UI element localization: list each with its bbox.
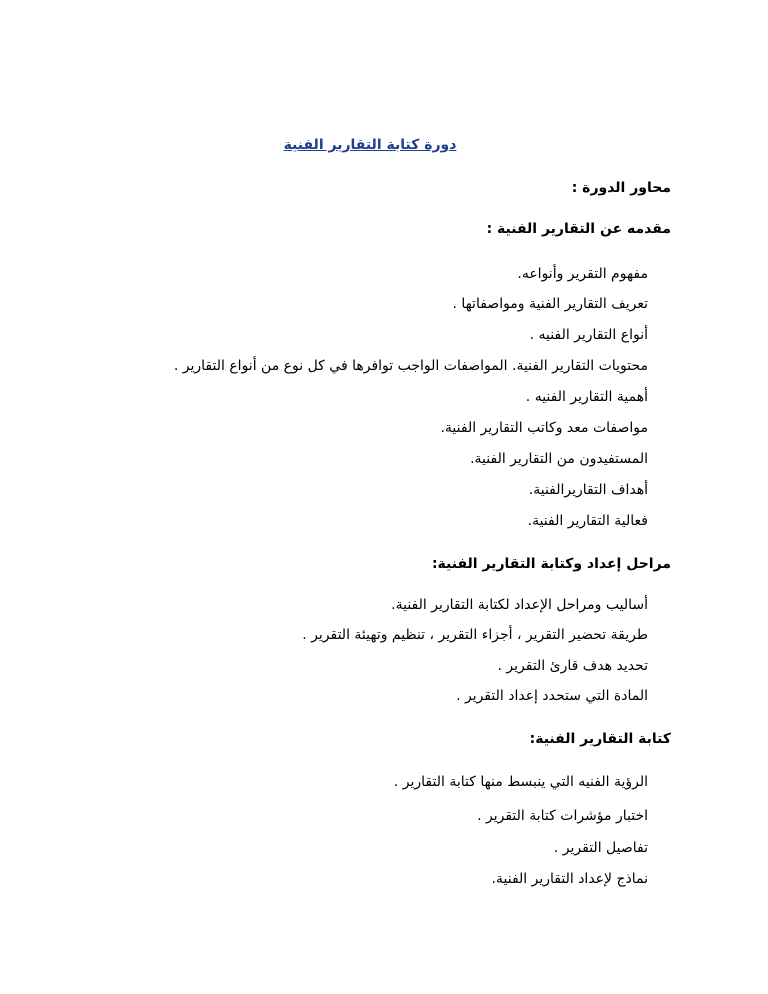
list-item: محتويات التقارير الفنية. المواصفات الواجب توافرها في كل نوع من أنواع التقارير . <box>173 358 648 374</box>
section-heading-introduction: مقدمه عن التقارير الفنية : <box>486 221 671 237</box>
list-item: المستفيدون من التقارير الفنية. <box>470 451 648 467</box>
list-item: تعريف التقارير الفنية ومواصفاتها . <box>452 296 648 312</box>
list-item: اختبار مؤشرات كتابة التقرير . <box>477 808 648 824</box>
list-item: مواصفات معد وكاتب التقارير الفنية. <box>440 420 648 436</box>
list-item: نماذج لإعداد التقارير الفنية. <box>491 871 648 887</box>
list-item: أنواع التقارير الفنيه . <box>529 327 648 343</box>
list-item: تحديد هدف قارئ التقرير . <box>497 658 648 674</box>
section-heading-writing: كتابة التقارير الفنية: <box>529 731 671 747</box>
list-item: تفاصيل التقرير . <box>553 840 648 856</box>
section-heading-preparation: مراحل إعداد وكتابة التقارير الفنية: <box>431 556 671 572</box>
list-item: أهمية التقارير الفنيه . <box>525 389 648 405</box>
document-title: دورة كتابة التقارير الفنية <box>283 137 457 153</box>
list-item: فعالية التقارير الفنية. <box>527 513 648 529</box>
list-item: الرؤية الفنيه التي ينبسط منها كتابة التقارير . <box>393 774 648 790</box>
list-item: طريقة تحضير التقرير ، أجزاء التقرير ، تنظيم وتهيئة التقرير . <box>302 627 648 643</box>
outline-label: محاور الدورة : <box>571 180 671 196</box>
list-item: مفهوم التقرير وأنواعه. <box>517 266 648 282</box>
list-item: أهداف التقاريرالفنية. <box>528 482 648 498</box>
list-item: أساليب ومراحل الإعداد لكتابة التقارير الفنية. <box>391 597 648 613</box>
list-item: المادة التي ستحدد إعداد التقرير . <box>456 688 648 704</box>
